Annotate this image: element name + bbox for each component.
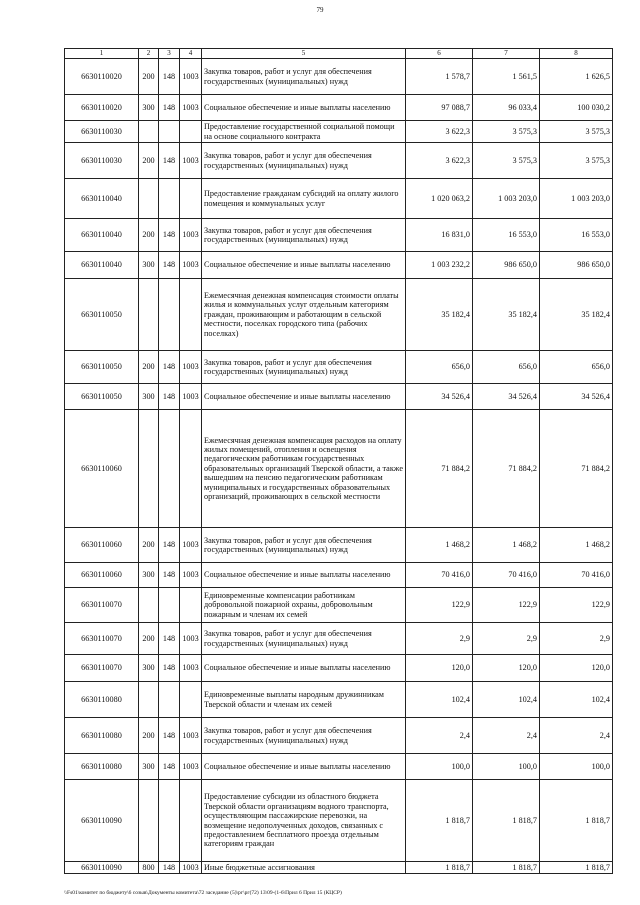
cell-col-4: 1003 — [180, 718, 202, 754]
table-row — [65, 252, 613, 279]
cell-col-3 — [159, 410, 180, 528]
table-row — [65, 410, 613, 528]
cell-col-2 — [139, 179, 159, 219]
header-col-5: 5 — [202, 49, 406, 59]
cell-value-8: 2,9 — [540, 623, 613, 655]
cell-value-6: 656,0 — [406, 351, 473, 384]
cell-col-2 — [139, 410, 159, 528]
cell-description: Ежемесячная денежная компенсация стоимости оплаты жилья и коммунальных услуг отдельным категориям граждан, проживающим и работающим в сельской местности, поселках городского типа (рабочих поселках) — [202, 279, 406, 351]
cell-value-7: 122,9 — [473, 588, 540, 623]
cell-value-7: 656,0 — [473, 351, 540, 384]
cell-code: 6630110050 — [65, 279, 139, 351]
cell-col-2: 300 — [139, 95, 159, 121]
cell-description: Социальное обеспечение и иные выплаты населению — [202, 252, 406, 279]
cell-description: Закупка товаров, работ и услуг для обеспечения государственных (муниципальных) нужд — [202, 219, 406, 252]
cell-code: 6630110030 — [65, 143, 139, 179]
cell-col-3 — [159, 780, 180, 862]
cell-value-8: 34 526,4 — [540, 384, 613, 410]
table-row — [65, 623, 613, 655]
cell-value-8: 1 818,7 — [540, 780, 613, 862]
cell-col-2: 300 — [139, 252, 159, 279]
header-col-4: 4 — [180, 49, 202, 59]
cell-col-2 — [139, 682, 159, 718]
cell-value-6: 3 622,3 — [406, 143, 473, 179]
cell-col-3 — [159, 279, 180, 351]
cell-col-3: 148 — [159, 528, 180, 563]
table-row — [65, 219, 613, 252]
cell-value-6: 16 831,0 — [406, 219, 473, 252]
cell-col-3 — [159, 588, 180, 623]
cell-col-4: 1003 — [180, 252, 202, 279]
cell-description: Закупка товаров, работ и услуг для обеспечения государственных (муниципальных) нужд — [202, 623, 406, 655]
cell-value-7: 100,0 — [473, 754, 540, 780]
cell-col-2: 200 — [139, 143, 159, 179]
cell-value-7: 3 575,3 — [473, 143, 540, 179]
cell-value-6: 1 818,7 — [406, 780, 473, 862]
cell-col-2: 300 — [139, 754, 159, 780]
cell-col-4: 1003 — [180, 655, 202, 682]
cell-code: 6630110070 — [65, 655, 139, 682]
cell-code: 6630110090 — [65, 862, 139, 874]
cell-description: Закупка товаров, работ и услуг для обеспечения государственных (муниципальных) нужд — [202, 528, 406, 563]
cell-value-6: 71 884,2 — [406, 410, 473, 528]
cell-col-3: 148 — [159, 563, 180, 588]
header-col-2: 2 — [139, 49, 159, 59]
cell-col-3 — [159, 682, 180, 718]
table-row — [65, 95, 613, 121]
cell-value-6: 102,4 — [406, 682, 473, 718]
cell-description: Закупка товаров, работ и услуг для обеспечения государственных (муниципальных) нужд — [202, 143, 406, 179]
cell-value-6: 3 622,3 — [406, 121, 473, 143]
cell-code: 6630110080 — [65, 754, 139, 780]
cell-col-3 — [159, 179, 180, 219]
footer-file-path: \\Fs01\комитет по бюджету\6 созыв\Документы комитета\72 заседание (5)\рг\рг(72) 13\09-(1-6\Прил 6 Прил 15 (КЦСР) — [64, 890, 342, 896]
header-col-3: 3 — [159, 49, 180, 59]
cell-col-3: 148 — [159, 143, 180, 179]
budget-table — [64, 48, 613, 874]
cell-col-2: 200 — [139, 718, 159, 754]
cell-col-3: 148 — [159, 862, 180, 874]
cell-col-4: 1003 — [180, 862, 202, 874]
cell-col-4 — [180, 279, 202, 351]
cell-value-7: 3 575,3 — [473, 121, 540, 143]
cell-col-2: 200 — [139, 528, 159, 563]
cell-value-8: 70 416,0 — [540, 563, 613, 588]
cell-col-2: 300 — [139, 384, 159, 410]
cell-description: Закупка товаров, работ и услуг для обеспечения государственных (муниципальных) нужд — [202, 351, 406, 384]
cell-code: 6630110070 — [65, 623, 139, 655]
cell-code: 6630110040 — [65, 252, 139, 279]
cell-code: 6630110090 — [65, 780, 139, 862]
cell-description: Предоставление гражданам субсидий на оплату жилого помещения и коммунальных услуг — [202, 179, 406, 219]
cell-col-2 — [139, 588, 159, 623]
cell-code: 6630110060 — [65, 528, 139, 563]
cell-value-6: 97 088,7 — [406, 95, 473, 121]
cell-col-4 — [180, 780, 202, 862]
cell-value-8: 986 650,0 — [540, 252, 613, 279]
table-row — [65, 121, 613, 143]
cell-value-6: 1 003 232,2 — [406, 252, 473, 279]
cell-value-6: 120,0 — [406, 655, 473, 682]
cell-description: Социальное обеспечение и иные выплаты населению — [202, 655, 406, 682]
cell-value-7: 120,0 — [473, 655, 540, 682]
cell-code: 6630110050 — [65, 351, 139, 384]
table-row — [65, 143, 613, 179]
cell-value-7: 102,4 — [473, 682, 540, 718]
cell-description: Социальное обеспечение и иные выплаты населению — [202, 95, 406, 121]
cell-value-8: 35 182,4 — [540, 279, 613, 351]
cell-code: 6630110070 — [65, 588, 139, 623]
table-row — [65, 384, 613, 410]
cell-value-8: 1 468,2 — [540, 528, 613, 563]
cell-col-4: 1003 — [180, 351, 202, 384]
cell-col-2: 200 — [139, 219, 159, 252]
table-row — [65, 279, 613, 351]
cell-col-4: 1003 — [180, 754, 202, 780]
cell-value-7: 71 884,2 — [473, 410, 540, 528]
cell-description: Социальное обеспечение и иные выплаты населению — [202, 384, 406, 410]
cell-col-4 — [180, 410, 202, 528]
cell-description: Закупка товаров, работ и услуг для обеспечения государственных (муниципальных) нужд — [202, 59, 406, 95]
table-row — [65, 528, 613, 563]
table-row — [65, 780, 613, 862]
cell-value-6: 35 182,4 — [406, 279, 473, 351]
cell-value-6: 122,9 — [406, 588, 473, 623]
header-col-1: 1 — [65, 49, 139, 59]
cell-code: 6630110040 — [65, 219, 139, 252]
cell-description: Единовременные компенсации работникам добровольной пожарной охраны, добровольным пожарным и членам их семей — [202, 588, 406, 623]
cell-code: 6630110050 — [65, 384, 139, 410]
table-row — [65, 682, 613, 718]
cell-col-2 — [139, 780, 159, 862]
cell-value-7: 96 033,4 — [473, 95, 540, 121]
cell-description: Социальное обеспечение и иные выплаты населению — [202, 563, 406, 588]
cell-value-8: 1 818,7 — [540, 862, 613, 874]
cell-value-7: 16 553,0 — [473, 219, 540, 252]
cell-col-4: 1003 — [180, 623, 202, 655]
cell-value-8: 3 575,3 — [540, 121, 613, 143]
cell-value-8: 1 003 203,0 — [540, 179, 613, 219]
cell-value-6: 1 818,7 — [406, 862, 473, 874]
cell-value-8: 2,4 — [540, 718, 613, 754]
table-row — [65, 179, 613, 219]
cell-col-4 — [180, 588, 202, 623]
cell-value-8: 71 884,2 — [540, 410, 613, 528]
cell-value-6: 1 468,2 — [406, 528, 473, 563]
cell-code: 6630110080 — [65, 718, 139, 754]
cell-value-6: 100,0 — [406, 754, 473, 780]
cell-col-4: 1003 — [180, 563, 202, 588]
cell-description: Закупка товаров, работ и услуг для обеспечения государственных (муниципальных) нужд — [202, 718, 406, 754]
cell-description: Предоставление государственной социальной помощи на основе социального контракта — [202, 121, 406, 143]
cell-code: 6630110030 — [65, 121, 139, 143]
cell-col-4 — [180, 121, 202, 143]
cell-col-3: 148 — [159, 95, 180, 121]
cell-code: 6630110060 — [65, 563, 139, 588]
cell-col-3: 148 — [159, 219, 180, 252]
cell-value-6: 1 020 063,2 — [406, 179, 473, 219]
cell-col-4: 1003 — [180, 95, 202, 121]
cell-value-7: 2,9 — [473, 623, 540, 655]
table-header-row — [65, 49, 613, 59]
cell-value-8: 120,0 — [540, 655, 613, 682]
cell-value-6: 70 416,0 — [406, 563, 473, 588]
cell-value-7: 34 526,4 — [473, 384, 540, 410]
cell-value-8: 1 626,5 — [540, 59, 613, 95]
table-row — [65, 563, 613, 588]
cell-col-3: 148 — [159, 384, 180, 410]
cell-value-8: 100,0 — [540, 754, 613, 780]
cell-col-2: 300 — [139, 563, 159, 588]
cell-col-4: 1003 — [180, 219, 202, 252]
cell-value-6: 2,9 — [406, 623, 473, 655]
table-row — [65, 59, 613, 95]
cell-value-8: 122,9 — [540, 588, 613, 623]
cell-col-4: 1003 — [180, 528, 202, 563]
cell-value-7: 1 818,7 — [473, 780, 540, 862]
cell-value-8: 3 575,3 — [540, 143, 613, 179]
cell-col-4 — [180, 682, 202, 718]
cell-col-2: 300 — [139, 655, 159, 682]
cell-code: 6630110080 — [65, 682, 139, 718]
table-row — [65, 718, 613, 754]
cell-col-3: 148 — [159, 59, 180, 95]
header-col-7: 7 — [473, 49, 540, 59]
cell-col-3: 148 — [159, 754, 180, 780]
cell-col-3: 148 — [159, 351, 180, 384]
cell-description: Иные бюджетные ассигнования — [202, 862, 406, 874]
table-row — [65, 588, 613, 623]
header-col-8: 8 — [540, 49, 613, 59]
cell-code: 6630110020 — [65, 95, 139, 121]
cell-col-4: 1003 — [180, 384, 202, 410]
cell-code: 6630110060 — [65, 410, 139, 528]
cell-value-8: 656,0 — [540, 351, 613, 384]
cell-code: 6630110040 — [65, 179, 139, 219]
cell-col-2 — [139, 279, 159, 351]
cell-col-4: 1003 — [180, 143, 202, 179]
cell-value-6: 1 578,7 — [406, 59, 473, 95]
cell-value-7: 2,4 — [473, 718, 540, 754]
cell-value-7: 35 182,4 — [473, 279, 540, 351]
cell-value-7: 1 561,5 — [473, 59, 540, 95]
cell-value-8: 16 553,0 — [540, 219, 613, 252]
cell-col-3: 148 — [159, 718, 180, 754]
cell-description: Единовременные выплаты народным дружинникам Тверской области и членам их семей — [202, 682, 406, 718]
cell-description: Социальное обеспечение и иные выплаты населению — [202, 754, 406, 780]
cell-col-4: 1003 — [180, 59, 202, 95]
cell-value-7: 70 416,0 — [473, 563, 540, 588]
cell-col-2: 200 — [139, 623, 159, 655]
cell-value-6: 2,4 — [406, 718, 473, 754]
cell-description: Ежемесячная денежная компенсация расходов на оплату жилых помещений, отопления и освещения педагогическим работникам государственных образовательных организаций Тверской области, а также вышедшим на пенсию педагогическим работникам муниципальных и государственных образовательных организаций, проживающих в сельской местности — [202, 410, 406, 528]
cell-col-3: 148 — [159, 623, 180, 655]
cell-col-2: 200 — [139, 59, 159, 95]
cell-description: Предоставление субсидии из областного бюджета Тверской области организациям водного транспорта, осуществляющим пассажирские перевозки, на возмещение недополученных доходов, связанных с предоставлением бесплатного проезда отдельным категориям граждан — [202, 780, 406, 862]
cell-value-7: 1 818,7 — [473, 862, 540, 874]
cell-col-2 — [139, 121, 159, 143]
cell-value-7: 1 003 203,0 — [473, 179, 540, 219]
cell-col-3: 148 — [159, 252, 180, 279]
cell-value-6: 34 526,4 — [406, 384, 473, 410]
cell-value-8: 100 030,2 — [540, 95, 613, 121]
cell-code: 6630110020 — [65, 59, 139, 95]
cell-value-7: 986 650,0 — [473, 252, 540, 279]
cell-col-3 — [159, 121, 180, 143]
table-row — [65, 754, 613, 780]
cell-col-2: 200 — [139, 351, 159, 384]
page-number: 79 — [316, 6, 324, 14]
table-row — [65, 862, 613, 874]
header-col-6: 6 — [406, 49, 473, 59]
table-row — [65, 655, 613, 682]
cell-col-4 — [180, 179, 202, 219]
cell-value-7: 1 468,2 — [473, 528, 540, 563]
cell-col-3: 148 — [159, 655, 180, 682]
cell-col-2: 800 — [139, 862, 159, 874]
table-row — [65, 351, 613, 384]
cell-value-8: 102,4 — [540, 682, 613, 718]
